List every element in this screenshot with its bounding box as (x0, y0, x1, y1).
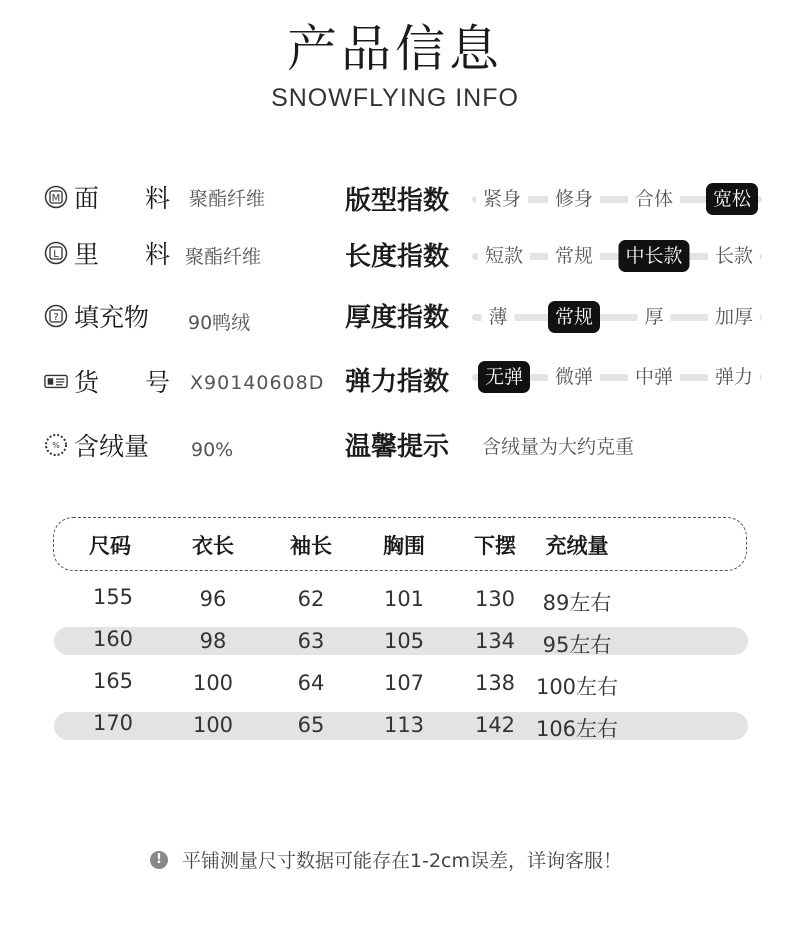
table-cell: 113 (383, 713, 425, 737)
scale-option: 弹力 (708, 361, 760, 393)
attr-lining (44, 233, 170, 273)
percent-ring-icon (44, 433, 68, 457)
attr-down-content (44, 425, 150, 465)
size-header-cell: 尺码 (89, 534, 131, 558)
table-cell: 160 (92, 627, 134, 651)
question-badge-icon (44, 304, 68, 328)
scale-option: 短款 (478, 240, 530, 272)
svg-text:M: M (51, 193, 61, 204)
exclamation-circle-icon: ! (150, 851, 168, 869)
attr-label: 里 料 (74, 240, 170, 269)
table-cell: 100 (192, 713, 234, 737)
table-cell: 95左右 (542, 633, 612, 657)
table-cell: 65 (297, 713, 325, 737)
table-cell: 100左右 (535, 675, 619, 699)
table-cell: 96 (199, 587, 227, 611)
attr-value-fabric: 聚酯纤维 (189, 188, 266, 210)
index-label-elasticity: 弹力指数 (345, 367, 450, 397)
svg-text:%: % (52, 441, 60, 450)
table-cell: 105 (383, 629, 425, 653)
attr-label: 填充物 (74, 303, 150, 332)
table-cell: 64 (297, 671, 325, 695)
tip-text: 含绒量为大约克重 (482, 436, 635, 458)
table-cell: 100 (192, 671, 234, 695)
index-label-thickness: 厚度指数 (345, 303, 450, 333)
index-label-fit: 版型指数 (345, 186, 450, 216)
table-cell: 165 (92, 669, 134, 693)
length-index-scale (472, 238, 762, 274)
fit-index-scale (472, 181, 762, 217)
table-cell: 63 (297, 629, 325, 653)
table-cell: 138 (474, 671, 516, 695)
table-cell: 62 (297, 587, 325, 611)
table-cell: 155 (92, 585, 134, 609)
scale-option-selected: 中长款 (618, 240, 689, 272)
table-cell: 142 (474, 713, 516, 737)
m-badge-icon (44, 185, 68, 209)
id-card-icon (44, 369, 68, 393)
scale-option: 加厚 (708, 301, 760, 333)
attr-label: 面 料 (74, 184, 170, 213)
thickness-index-scale (472, 299, 762, 335)
scale-option: 紧身 (476, 183, 528, 215)
scale-option: 常规 (548, 240, 600, 272)
scale-option: 长款 (708, 240, 760, 272)
table-cell: 170 (92, 711, 134, 735)
scale-option: 微弹 (548, 361, 600, 393)
scale-option-selected: 无弹 (478, 361, 530, 393)
scale-option: 修身 (548, 183, 600, 215)
scale-option-selected: 宽松 (706, 183, 758, 215)
attr-value-down-content: 90% (191, 439, 234, 461)
attr-value-item-no: X90140608D (190, 372, 325, 394)
table-cell: 89左右 (542, 591, 612, 615)
scale-option: 中弹 (628, 361, 680, 393)
scale-option: 厚 (637, 301, 670, 333)
table-cell: 130 (474, 587, 516, 611)
scale-option: 薄 (481, 301, 514, 333)
table-cell: 106左右 (535, 717, 619, 741)
table-cell: 107 (383, 671, 425, 695)
attr-value-lining: 聚酯纤维 (185, 246, 262, 268)
index-label-length: 长度指数 (345, 242, 450, 272)
table-cell: 134 (474, 629, 516, 653)
table-cell: 101 (383, 587, 425, 611)
note-text: 平铺测量尺寸数据可能存在1-2cm误差，详询客服！ (182, 850, 622, 872)
l-badge-icon (44, 241, 68, 265)
svg-text:?: ? (53, 312, 59, 323)
svg-text:L: L (53, 249, 59, 260)
table-cell: 98 (199, 629, 227, 653)
scale-option-selected: 常规 (548, 301, 600, 333)
elasticity-index-scale (472, 359, 762, 395)
attr-fabric (44, 177, 170, 217)
attr-item-no (44, 361, 170, 401)
attr-filling (44, 296, 150, 336)
size-header-cell: 充绒量 (545, 534, 609, 558)
tip-label: 温馨提示 (345, 432, 450, 462)
page-title: 产品信息 (287, 20, 503, 78)
size-header-cell: 袖长 (290, 534, 332, 558)
scale-option: 合体 (628, 183, 680, 215)
page-subtitle: SNOWFLYING INFO (271, 84, 519, 112)
attr-label: 含绒量 (74, 432, 150, 461)
attr-value-filling: 90鸭绒 (188, 312, 251, 334)
size-header-cell: 衣长 (192, 534, 234, 558)
attr-label: 货 号 (74, 368, 170, 397)
measurement-note (150, 846, 622, 873)
size-header-cell: 下摆 (474, 534, 516, 558)
size-header-cell: 胸围 (383, 534, 425, 558)
